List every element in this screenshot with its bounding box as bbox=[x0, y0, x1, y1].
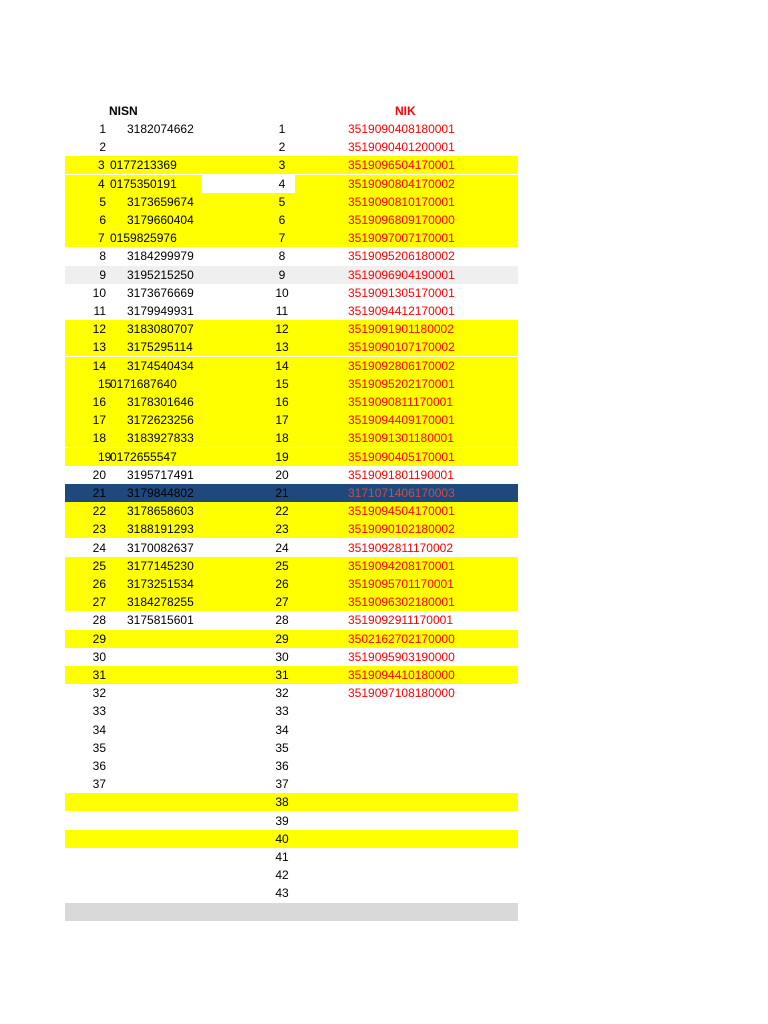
row-number: 32 bbox=[92, 686, 106, 701]
table-row[interactable] bbox=[65, 884, 518, 902]
row-number: 8 bbox=[99, 249, 106, 264]
table-row[interactable] bbox=[65, 539, 518, 557]
row-number: 29 bbox=[92, 631, 106, 646]
table-row[interactable] bbox=[65, 520, 518, 538]
row-number: 11 bbox=[93, 304, 106, 318]
nik-row-number: 24 bbox=[275, 540, 289, 555]
row-number: 24 bbox=[92, 540, 106, 555]
nik-cell: 3519095206180002 bbox=[348, 249, 455, 264]
nik-cell: 3519090810170001 bbox=[348, 194, 455, 209]
nisn-cell: 3174540434 bbox=[127, 358, 194, 373]
table-row[interactable] bbox=[65, 448, 518, 466]
row-number: 7 bbox=[98, 231, 105, 246]
row-number: 20 bbox=[92, 467, 106, 482]
nik-cell: 3502162702170000 bbox=[348, 631, 455, 646]
table-row[interactable] bbox=[65, 502, 518, 520]
row-number bbox=[65, 793, 106, 811]
nik-row-number: 15 bbox=[275, 376, 289, 391]
row-number: 14 bbox=[92, 358, 106, 373]
nik-cell: 3519091801190001 bbox=[348, 467, 454, 482]
table-row[interactable] bbox=[65, 575, 518, 593]
table-row[interactable] bbox=[65, 211, 518, 229]
nik-cell: 3519094208170001 bbox=[348, 558, 455, 573]
row-number: 28 bbox=[92, 613, 106, 628]
table-row[interactable] bbox=[65, 284, 518, 302]
table-row[interactable] bbox=[65, 156, 518, 174]
nisn-cell: 0159825976 bbox=[110, 231, 177, 246]
row-number: 30 bbox=[92, 649, 106, 664]
nik-cell: 3519091901180002 bbox=[348, 322, 454, 337]
table-row[interactable] bbox=[65, 338, 518, 356]
nisn-cell: 0171687640 bbox=[110, 376, 177, 391]
table-row[interactable] bbox=[65, 193, 518, 211]
nik-cell: 3519090102180002 bbox=[348, 522, 455, 537]
row-number bbox=[65, 884, 106, 902]
nik-row-number: 1 bbox=[278, 122, 286, 136]
nik-row-number: 32 bbox=[275, 686, 289, 701]
table-row[interactable] bbox=[65, 611, 518, 629]
nisn-cell: 3173659674 bbox=[127, 194, 194, 209]
row-number: 35 bbox=[92, 740, 106, 755]
nisn-cell: 3178658603 bbox=[127, 504, 194, 519]
table-row[interactable] bbox=[65, 684, 518, 702]
row-number: 4 bbox=[98, 176, 105, 191]
nik-row-number: 7 bbox=[278, 231, 286, 246]
nik-cell: 3519094412170001 bbox=[348, 304, 455, 318]
nik-row-number bbox=[270, 903, 294, 921]
nik-cell: 3519095701170001 bbox=[348, 577, 454, 591]
nik-cell: 3519092806170002 bbox=[348, 358, 455, 373]
row-number: 26 bbox=[92, 577, 106, 591]
nik-row-number: 27 bbox=[275, 595, 289, 610]
row-number bbox=[65, 848, 106, 866]
nik-row-number: 12 bbox=[275, 322, 289, 337]
row-number: 3 bbox=[98, 158, 105, 173]
nik-cell: 3519097007170001 bbox=[348, 231, 455, 246]
nisn-cell: 0172655547 bbox=[110, 449, 177, 464]
nik-cell: 3519090107170002 bbox=[348, 340, 455, 355]
table-row[interactable] bbox=[65, 266, 518, 284]
nisn-cell: 3195215250 bbox=[127, 267, 194, 282]
nik-row-number: 22 bbox=[275, 504, 289, 519]
nik-cell: 3519096504170001 bbox=[348, 158, 455, 173]
nik-row-number: 26 bbox=[275, 577, 289, 591]
table-row[interactable] bbox=[65, 812, 518, 830]
nik-cell: 3519094409170001 bbox=[348, 413, 455, 428]
row-number: 21 bbox=[92, 486, 106, 500]
row-number bbox=[65, 830, 106, 848]
row-number: 31 bbox=[92, 668, 106, 682]
table-row[interactable] bbox=[65, 357, 518, 375]
row-number: 23 bbox=[92, 522, 106, 537]
nik-cell: 3519092811170002 bbox=[348, 540, 453, 555]
table-row[interactable] bbox=[65, 229, 518, 247]
nisn-cell: 0177213369 bbox=[110, 158, 177, 173]
table-row[interactable] bbox=[65, 721, 518, 739]
nik-cell: 3519096809170000 bbox=[348, 213, 455, 227]
table-footer-row[interactable] bbox=[65, 903, 518, 921]
nik-row-number: 19 bbox=[275, 449, 289, 464]
nik-row-number: 41 bbox=[275, 850, 289, 864]
row-number: 5 bbox=[99, 194, 106, 209]
nik-row-number: 35 bbox=[275, 740, 289, 755]
nik-row-number: 29 bbox=[275, 631, 289, 646]
nik-cell: 3519096904190001 bbox=[348, 267, 455, 282]
nisn-cell: 3177145230 bbox=[127, 558, 194, 573]
nisn-cell: 0175350191 bbox=[110, 176, 177, 191]
nisn-cell: 3182074662 bbox=[127, 122, 194, 136]
table-row[interactable] bbox=[65, 393, 518, 411]
row-number: 10 bbox=[92, 285, 106, 300]
nik-cell: 3519095202170001 bbox=[348, 376, 455, 391]
row-number bbox=[65, 812, 106, 830]
nisn-cell: 3178301646 bbox=[127, 395, 194, 409]
table-row[interactable] bbox=[65, 411, 518, 429]
nik-row-number: 14 bbox=[275, 358, 289, 373]
nisn-cell: 3173676669 bbox=[127, 285, 194, 300]
nik-row-number: 10 bbox=[275, 285, 289, 300]
nik-cell: 3519090408180001 bbox=[348, 122, 455, 136]
nik-cell: 3519090811170001 bbox=[348, 395, 453, 409]
row-number: 36 bbox=[92, 759, 106, 773]
nik-row-number: 28 bbox=[275, 613, 289, 628]
row-number: 17 bbox=[92, 413, 106, 428]
table-row[interactable] bbox=[65, 830, 518, 848]
table-row[interactable] bbox=[65, 302, 518, 320]
nik-cell: 3519091301180001 bbox=[348, 431, 454, 446]
row-number: 34 bbox=[92, 722, 106, 737]
nik-row-number: 42 bbox=[275, 868, 289, 883]
row-number: 1 bbox=[99, 122, 106, 136]
row-number bbox=[65, 903, 106, 921]
row-number: 18 bbox=[92, 431, 106, 446]
nik-cell: 3519092911170001 bbox=[348, 613, 453, 628]
table-row[interactable] bbox=[65, 120, 518, 138]
table-row[interactable] bbox=[65, 484, 518, 502]
nik-row-number: 6 bbox=[278, 213, 286, 227]
nik-row-number: 18 bbox=[275, 431, 289, 446]
row-number: 16 bbox=[92, 395, 106, 409]
nisn-cell: 3173251534 bbox=[127, 577, 194, 591]
row-number: 13 bbox=[92, 340, 106, 355]
row-number: 33 bbox=[92, 704, 106, 719]
nisn-cell: 3175295114 bbox=[127, 340, 193, 355]
nik-row-number: 40 bbox=[275, 831, 289, 846]
nik-header: NIK bbox=[395, 104, 416, 118]
nik-cell: 3519094410180000 bbox=[348, 668, 455, 682]
nisn-cell: 3188191293 bbox=[127, 522, 194, 537]
table-row[interactable] bbox=[65, 138, 518, 156]
nik-cell: 3171071406170003 bbox=[348, 486, 455, 500]
nik-row-number: 3 bbox=[278, 158, 286, 173]
table-row[interactable] bbox=[65, 666, 518, 684]
row-number: 37 bbox=[92, 777, 106, 792]
table-row[interactable] bbox=[65, 375, 518, 393]
nisn-cell: 3179949931 bbox=[127, 304, 194, 318]
nik-row-number: 21 bbox=[275, 486, 289, 500]
nisn-cell: 3175815601 bbox=[127, 613, 194, 628]
table-row[interactable] bbox=[65, 429, 518, 447]
nisn-cell: 3179844802 bbox=[127, 486, 194, 500]
nik-row-number: 36 bbox=[275, 759, 289, 773]
nisn-cell: 3172623256 bbox=[127, 413, 194, 428]
nik-cell: 3519094504170001 bbox=[348, 504, 455, 519]
nisn-cell: 3183927833 bbox=[127, 431, 194, 446]
nik-cell: 3519097108180000 bbox=[348, 686, 455, 701]
nik-row-number: 8 bbox=[278, 249, 286, 264]
nisn-cell: 3184299979 bbox=[127, 249, 194, 264]
row-number: 12 bbox=[92, 322, 106, 337]
nisn-cell: 3184278255 bbox=[127, 595, 194, 610]
nik-row-number: 37 bbox=[275, 777, 289, 792]
row-number: 15 bbox=[98, 376, 112, 391]
table-row[interactable] bbox=[65, 593, 518, 611]
table-row[interactable] bbox=[65, 775, 518, 793]
nik-cell: 3519090405170001 bbox=[348, 449, 455, 464]
nik-row-number: 16 bbox=[275, 395, 289, 409]
nik-row-number: 2 bbox=[278, 140, 286, 155]
table-row[interactable] bbox=[65, 848, 518, 866]
nik-row-number: 39 bbox=[275, 813, 289, 828]
nisn-cell: 3179660404 bbox=[127, 213, 194, 227]
nisn-cell: 3183080707 bbox=[127, 322, 194, 337]
table-row[interactable] bbox=[65, 247, 518, 265]
table-row[interactable] bbox=[65, 793, 518, 811]
nik-cell: 3519095903190000 bbox=[348, 649, 455, 664]
nik-row-number: 4 bbox=[278, 176, 286, 191]
nisn-cell: 3195717491 bbox=[127, 467, 194, 482]
table-row[interactable] bbox=[65, 739, 518, 757]
row-number: 9 bbox=[99, 267, 106, 282]
table-row[interactable] bbox=[65, 466, 518, 484]
nik-row-number: 5 bbox=[278, 194, 286, 209]
nik-row-number: 31 bbox=[275, 668, 289, 682]
row-number: 19 bbox=[98, 449, 112, 464]
nik-row-number: 25 bbox=[275, 558, 289, 573]
table-row[interactable] bbox=[65, 866, 518, 884]
nik-row-number: 33 bbox=[275, 704, 289, 719]
nik-row-number: 9 bbox=[278, 267, 286, 282]
table-row[interactable] bbox=[65, 648, 518, 666]
table-row[interactable] bbox=[65, 702, 518, 720]
row-number: 25 bbox=[92, 558, 106, 573]
nisn-cell: 3170082637 bbox=[127, 540, 194, 555]
table-row[interactable] bbox=[65, 175, 518, 193]
row-number: 2 bbox=[99, 140, 106, 155]
nik-cell: 3519096302180001 bbox=[348, 595, 455, 610]
nik-row-number: 23 bbox=[275, 522, 289, 537]
nik-row-number: 43 bbox=[275, 886, 289, 901]
nik-cell: 3519091305170001 bbox=[348, 285, 455, 300]
nik-cell: 3519090401200001 bbox=[348, 140, 455, 155]
nik-row-number: 11 bbox=[275, 304, 289, 318]
row-number: 6 bbox=[99, 213, 106, 227]
nik-row-number: 13 bbox=[275, 340, 289, 355]
nik-row-number: 20 bbox=[275, 467, 289, 482]
row-number bbox=[65, 866, 106, 884]
table-row[interactable] bbox=[65, 557, 518, 575]
nik-row-number: 17 bbox=[275, 413, 289, 428]
nik-row-number: 34 bbox=[275, 722, 289, 737]
table-row[interactable] bbox=[65, 757, 518, 775]
nik-row-number: 30 bbox=[275, 649, 289, 664]
nisn-header: NISN bbox=[109, 104, 138, 118]
table-row[interactable] bbox=[65, 320, 518, 338]
row-number: 22 bbox=[92, 504, 106, 519]
row-number: 27 bbox=[92, 595, 106, 610]
nik-cell: 3519090804170002 bbox=[348, 176, 455, 191]
table-row[interactable] bbox=[65, 630, 518, 648]
nik-row-number: 38 bbox=[275, 795, 289, 810]
